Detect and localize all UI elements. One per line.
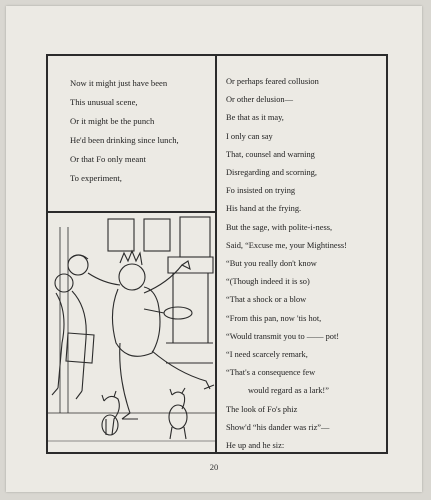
illustration-figures-and-dogs-icon xyxy=(48,213,215,452)
verse-line: Or it might be the punch xyxy=(70,116,155,126)
verse-line: Disregarding and scorning, xyxy=(226,168,317,178)
verse-line: He up and he siz: xyxy=(226,441,285,451)
verse-line: To experiment, xyxy=(70,173,122,183)
verse-line: “That a shock or a blow xyxy=(226,295,307,305)
verse-line: Or perhaps feared collusion xyxy=(226,77,319,86)
verse-line: “That's a consequence few xyxy=(226,368,316,378)
verse-line: He'd been drinking since lunch, xyxy=(70,135,179,145)
column-divider xyxy=(215,56,217,452)
verse-line: Said, “Excuse me, your Mightiness! xyxy=(226,240,347,250)
text-frame xyxy=(46,54,388,454)
verse-line: Fo insisted on trying xyxy=(226,186,296,196)
verse-line: “I need scarcely remark, xyxy=(226,350,308,360)
verse-line: “But you really don't know xyxy=(226,259,317,269)
verse-line: That, counsel and warning xyxy=(226,149,315,159)
verse-line: I only can say xyxy=(226,131,273,141)
verse-line: Or other delusion— xyxy=(226,95,293,105)
verse-line: The look of Fo's phiz xyxy=(226,404,298,414)
book-page xyxy=(6,6,422,492)
page-number: 20 xyxy=(209,462,219,472)
verse-line: Now it might just have been xyxy=(70,78,168,88)
verse-line: “Would transmit you to —— pot! xyxy=(226,331,340,341)
verse-line: would regard as a lark!” xyxy=(248,386,329,396)
verse-line: His hand at the frying. xyxy=(226,204,302,214)
verse-line: Or that Fo only meant xyxy=(70,154,146,164)
verse-line: Be that as it may, xyxy=(226,113,284,123)
verse-left-column xyxy=(70,74,210,188)
verse-line: This unusual scene, xyxy=(70,97,138,107)
verse-line: But the sage, with polite-i-ness, xyxy=(226,222,333,232)
verse-line: “From this pan, now 'tis hot, xyxy=(226,313,322,323)
verse-line: Show'd “his dander was riz”— xyxy=(226,422,330,432)
verse-right-column xyxy=(226,73,386,455)
verse-line: “(Though indeed it is so) xyxy=(226,277,310,287)
